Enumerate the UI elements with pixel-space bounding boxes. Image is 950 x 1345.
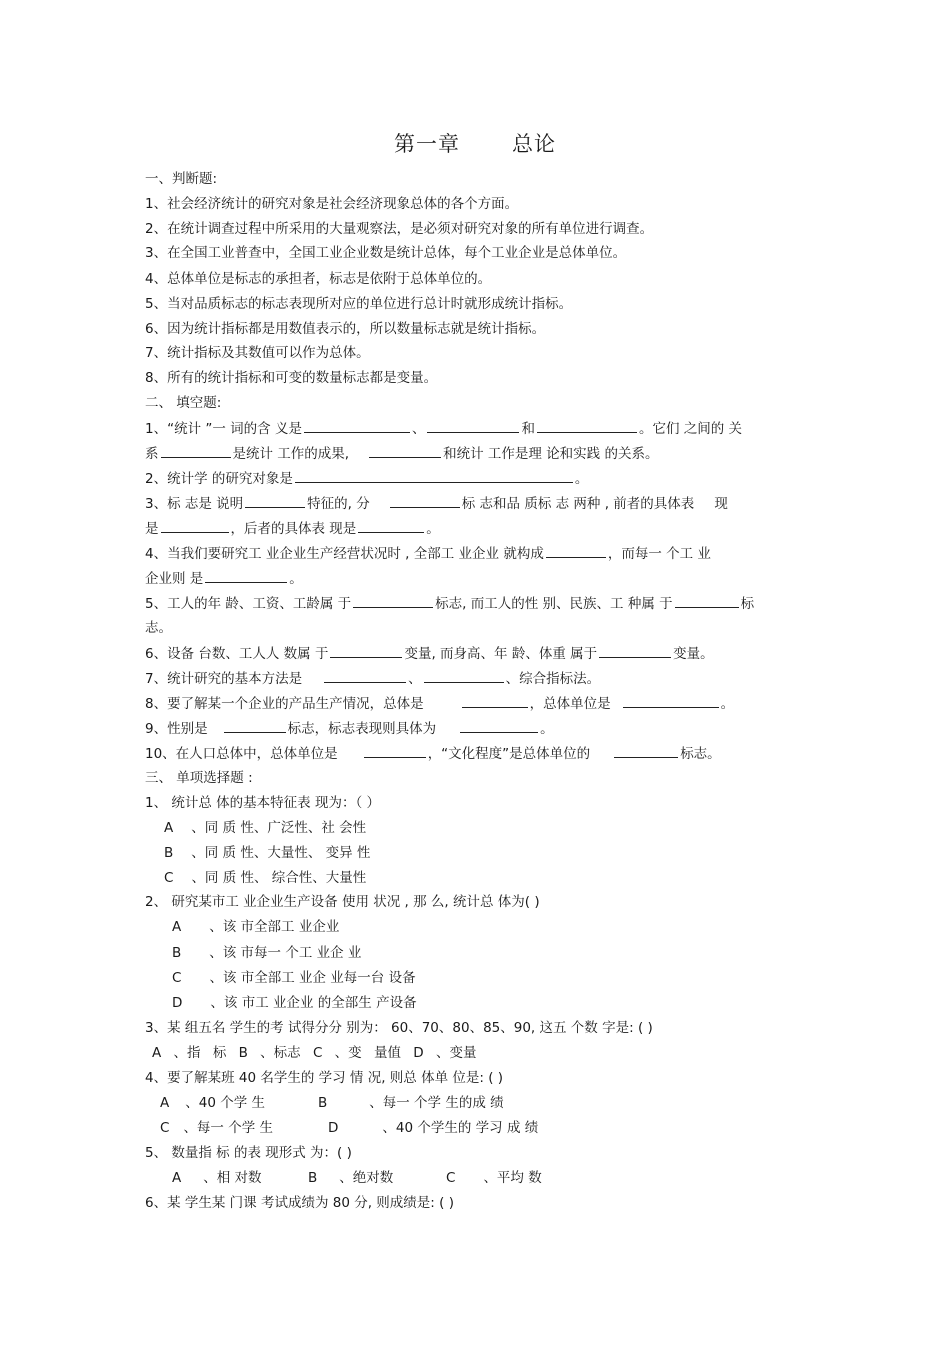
blank <box>460 719 538 733</box>
choice-q5-stem: 5、 数量指 标 的表 现形式 为：( ) <box>145 1145 352 1161</box>
choice-q2-stem: 2、 研究某市工 业企业生产设备 使用 状况 , 那 么, 统计总 体为( ) <box>145 894 540 910</box>
blank <box>245 494 305 508</box>
judgment-item-1: 1、社会经济统计的研究对象是社会经济现象总体的各个方面。 <box>145 196 519 212</box>
blank <box>599 644 671 658</box>
blank <box>623 694 719 708</box>
fill-q7: 7、统计研究的基本方法是 、 、综合指标法。 <box>145 671 601 687</box>
choice-q2-option-d: D 、该 市工 业企业 的全部生 产设备 <box>172 995 417 1011</box>
judgment-item-8: 8、所有的统计指标和可变的数量标志都是变量。 <box>145 370 438 386</box>
section-heading-choice: 三、 单项选择题 : <box>145 770 253 786</box>
fill-q5-line2: 志。 <box>145 620 172 636</box>
judgment-item-2: 2、在统计调查过程中所采用的大量观察法，是必须对研究对象的所有单位进行调查。 <box>145 221 654 237</box>
choice-q4-option-b: B 、每一 个学 生的成 绩 <box>318 1095 504 1111</box>
fill-q2: 2、统计学 的研究对象是 。 <box>145 471 589 487</box>
choice-q3-stem: 3、某 组五名 学生的考 试得分分 别为： 60、70、80、85、90, 这五 个数 字是: ( ) <box>145 1020 653 1036</box>
fill-q10: 10、在人口总体中，总体单位是 ，“文化程度”是总体单位的 标志。 <box>145 746 721 762</box>
fill-q4-line2: 企业则 是 。 <box>145 571 303 587</box>
fill-q9: 9、性别是 标志，标志表现则具体为 。 <box>145 721 554 737</box>
blank <box>424 669 504 683</box>
blank <box>675 594 739 608</box>
blank <box>295 469 573 483</box>
choice-q1-stem: 1、 统计总 体的基本特征表 现为：（ ） <box>145 795 381 811</box>
choice-q2-option-a: A 、该 市全部工 业企业 <box>172 919 340 935</box>
blank <box>304 419 410 433</box>
choice-q5-option-a: A 、相 对数 <box>172 1170 262 1186</box>
choice-q1-option-c: C 、同 质 性、 综合性、大量性 <box>164 870 367 886</box>
blank <box>614 744 678 758</box>
choice-q4-option-d: D 、40 个学生的 学习 成 绩 <box>328 1120 539 1136</box>
choice-q5-option-c: C 、平均 数 <box>446 1170 542 1186</box>
blank <box>462 694 528 708</box>
blank <box>161 444 231 458</box>
choice-q2-option-b: B 、该 市每一 个工 业企 业 <box>172 945 362 961</box>
judgment-item-6: 6、因为统计指标都是用数值表示的，所以数量标志就是统计指标。 <box>145 321 546 337</box>
blank <box>369 444 441 458</box>
fill-q3-line1: 3、标 志是 说明 特征的, 分 标 志和品 质标 志 两种 , 前者的具体表 现 <box>145 496 728 512</box>
blank <box>537 419 637 433</box>
fill-q1-line2: 系 是统计 工作的成果, 和统计 工作是理 论和实践 的关系。 <box>145 446 659 462</box>
choice-q6-stem: 6、某 学生某 门课 考试成绩为 80 分, 则成绩是: ( ) <box>145 1195 454 1211</box>
fill-q1-line1: 1、“统计 ”一 词的含 义是 、 和 。它们 之间的 关 <box>145 421 743 437</box>
judgment-item-5: 5、当对品质标志的标志表现所对应的单位进行总计时就形成统计指标。 <box>145 296 573 312</box>
blank <box>358 519 424 533</box>
choice-q5-option-b: B 、绝对数 <box>308 1170 394 1186</box>
choice-q1-option-a: A 、同 质 性、广泛性、社 会性 <box>164 820 367 836</box>
blank <box>324 669 406 683</box>
blank <box>390 494 460 508</box>
blank <box>353 594 433 608</box>
blank <box>205 569 287 583</box>
choice-q4-option-c: C 、每一 个学 生 <box>160 1120 274 1136</box>
blank <box>330 644 402 658</box>
fill-q3-line2: 是 ，后者的具体表 现是 。 <box>145 521 440 537</box>
choice-q4-stem: 4、要了解某班 40 名学生的 学习 情 况, 则总 体单 位是: ( ) <box>145 1070 504 1086</box>
fill-q6: 6、设备 台数、工人人 数属 于 变量, 而身高、年 龄、体重 属于 变量。 <box>145 646 714 662</box>
chapter-title: 第一章 总论 <box>394 132 556 156</box>
judgment-item-3: 3、在全国工业普查中，全国工业企业数是统计总体，每个工业企业是总体单位。 <box>145 245 627 261</box>
choice-q3-options: A 、指 标 B 、标志 C 、变 量值 D 、变量 <box>152 1045 477 1061</box>
fill-q4-line1: 4、当我们要研究工 业企业生产经营状况时 , 全部工 业企业 就构成 ，而每一 个工 业 <box>145 546 711 562</box>
judgment-item-4: 4、总体单位是标志的承担者，标志是依附于总体单位的。 <box>145 271 492 287</box>
blank <box>364 744 426 758</box>
blank <box>224 719 286 733</box>
blank <box>546 544 606 558</box>
blank <box>161 519 229 533</box>
choice-q2-option-c: C 、该 市全部工 业企 业每一台 设备 <box>172 970 416 986</box>
fill-q8: 8、要了解某一个企业的产品生产情况，总体是 ，总体单位是 。 <box>145 696 735 712</box>
section-heading-judgment: 一、判断题: <box>145 171 218 187</box>
choice-q4-option-a: A 、40 个学 生 <box>160 1095 266 1111</box>
judgment-item-7: 7、统计指标及其数值可以作为总体。 <box>145 345 370 361</box>
fill-q5-line1: 5、工人的年 龄、工资、工龄属 于 标志, 而工人的性 别、民族、工 种属 于 标 <box>145 596 755 612</box>
section-heading-fill: 二、 填空题: <box>145 395 222 411</box>
choice-q1-option-b: B 、同 质 性、大量性、 变异 性 <box>164 845 371 861</box>
blank <box>427 419 519 433</box>
